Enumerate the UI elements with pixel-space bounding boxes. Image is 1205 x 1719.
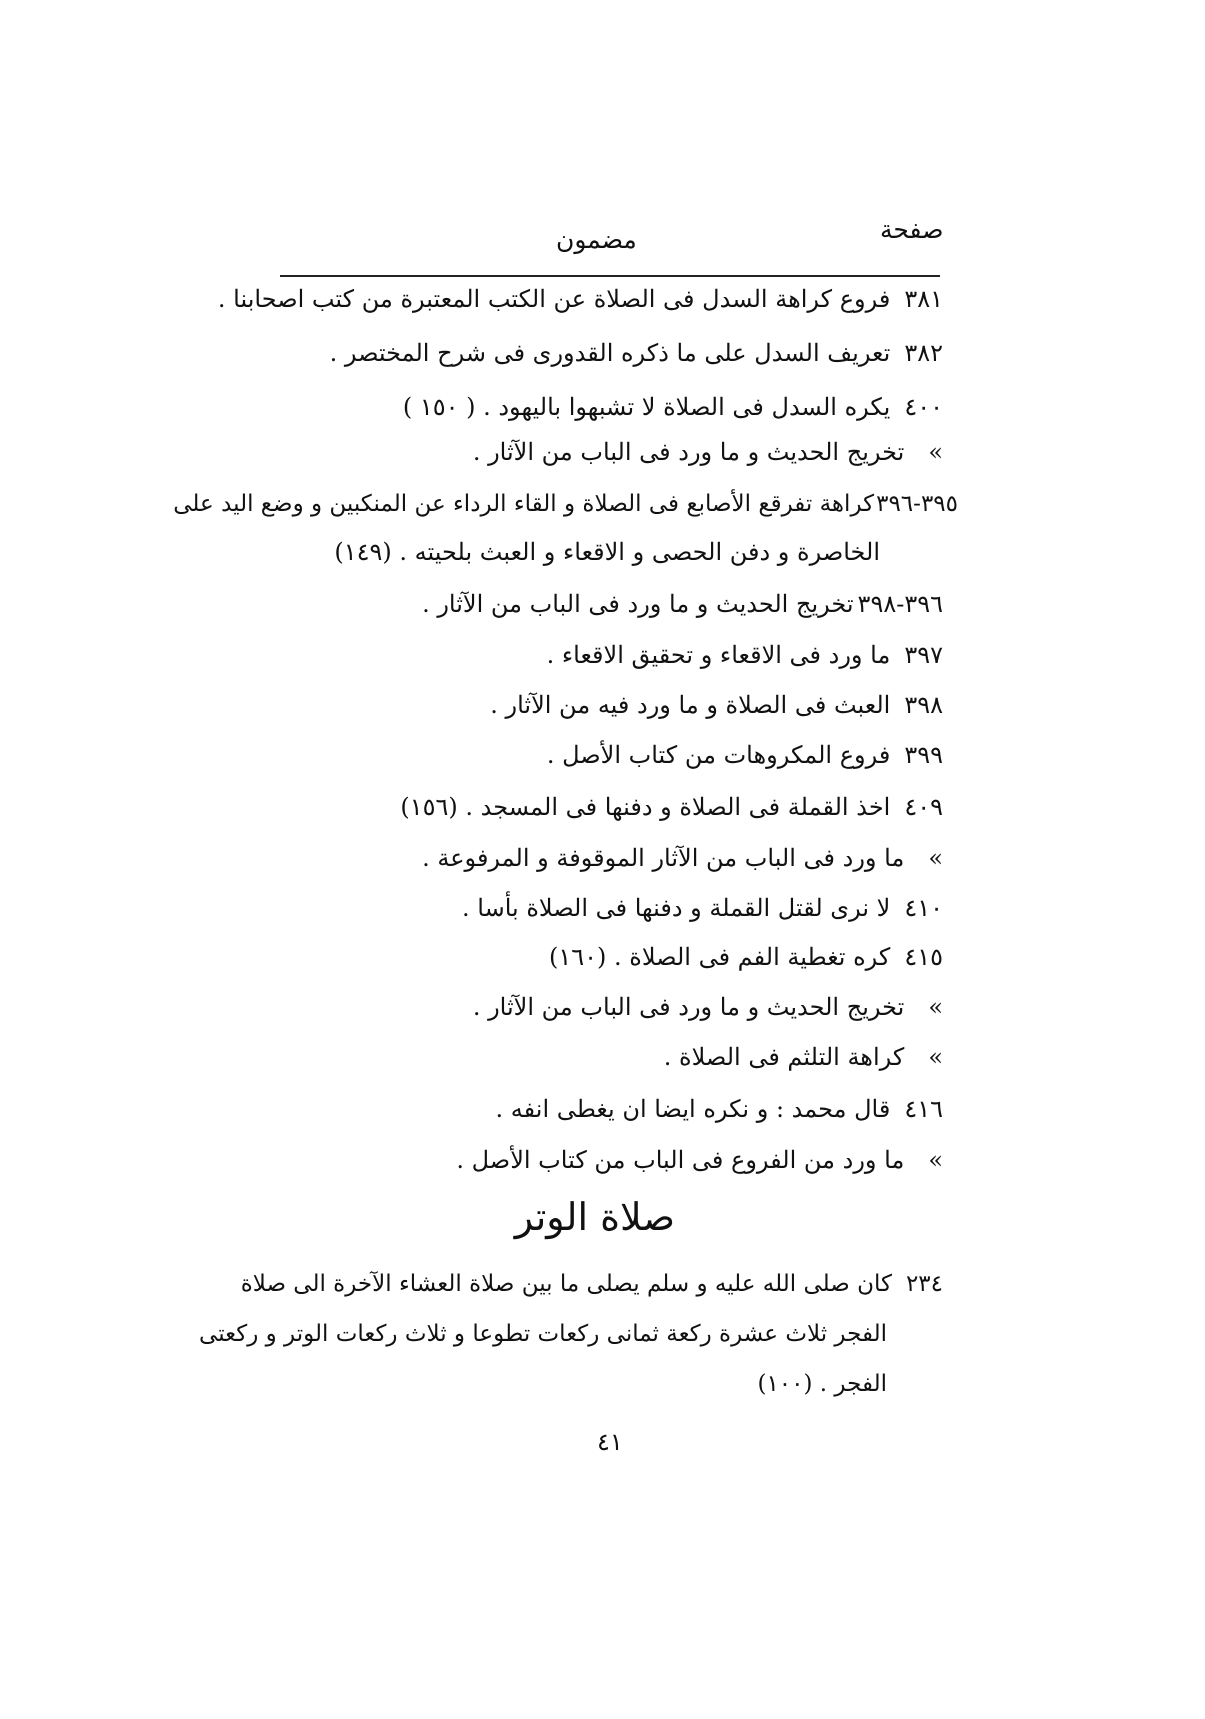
toc-entry	[456, 1148, 943, 1172]
content-column-header: مضمون	[556, 225, 637, 254]
toc-entry	[330, 341, 943, 365]
toc-entry-continuation	[334, 540, 880, 564]
entry-text: قال محمد : و نكره ايضا ان يغطى انفه .	[495, 1095, 891, 1123]
entry-text: ما ورد فى الاقعاء و تحقيق الاقعاء .	[546, 641, 891, 669]
entry-page-number: ٣٩٥-٣٩٦	[876, 491, 958, 517]
page-number: ٤١	[597, 1428, 623, 1456]
entry-page-number: ٢٣٤	[905, 1271, 943, 1297]
entry-text: تخريج الحديث و ما ورد فى الباب من الآثار .	[472, 993, 905, 1021]
toc-entry	[218, 287, 943, 311]
entry-page-number: »	[928, 993, 943, 1021]
entry-page-number: »	[928, 844, 943, 872]
entry-text: لا نرى لقتل القملة و دفنها فى الصلاة بأسا .	[462, 894, 891, 922]
toc-entry	[490, 693, 943, 717]
entry-page-number: ٣٨١	[904, 285, 943, 313]
entry-page-number: ٤٠٩	[904, 793, 943, 821]
entry-page-number: ٤٠٠	[904, 393, 943, 421]
witr-entry-continuation	[199, 1323, 887, 1346]
toc-entry	[549, 945, 943, 969]
toc-entry	[422, 846, 943, 870]
toc-entry	[403, 395, 943, 419]
header-rule	[280, 275, 940, 277]
toc-entry	[473, 440, 943, 464]
entry-text: ما ورد فى الباب من الآثار الموقوفة و المرفوعة .	[422, 844, 905, 872]
entry-text: اخذ القملة فى الصلاة و دفنها فى المسجد . (١٥٦)	[400, 793, 891, 821]
entry-text: كره تغطية الفم فى الصلاة . (١٦٠)	[548, 943, 891, 971]
entry-text: الخاصرة و دفن الحصى و الاقعاء و العبث بلحيته . (١٤٩)	[334, 538, 880, 566]
toc-entry	[547, 743, 943, 767]
entry-page-number: ٤١٥	[904, 943, 943, 971]
witr-entry-continuation	[757, 1373, 887, 1396]
page-column-header: صفحة	[880, 215, 944, 244]
entry-page-number: »	[928, 438, 943, 466]
entry-text: كان صلى الله عليه و سلم يصلى ما بين صلاة العشاء الآخرة الى صلاة	[240, 1271, 892, 1297]
entry-page-number: ٣٩٩	[904, 741, 943, 769]
toc-entry	[496, 1097, 944, 1121]
entry-text: فروع كراهة السدل فى الصلاة عن الكتب المعتبرة من كتب اصحابنا .	[217, 285, 891, 313]
entry-page-number: »	[928, 1146, 943, 1174]
entry-page-number: ٣٩٦-٣٩٨	[857, 590, 943, 618]
toc-entry	[173, 493, 958, 516]
toc-entry	[547, 643, 943, 667]
entry-text: الفجر ثلاث عشرة ركعة ثمانى ركعات تطوعا و ثلاث ركعات الوتر و ركعتى	[199, 1321, 887, 1347]
toc-entry	[400, 795, 943, 819]
entry-text: تعريف السدل على ما ذكره القدورى فى شرح المختصر .	[329, 339, 891, 367]
entry-page-number: »	[928, 1043, 943, 1071]
entry-text: تخريج الحديث و ما ورد فى الباب من الآثار .	[472, 438, 905, 466]
toc-entry	[664, 1045, 943, 1069]
entry-text: ما ورد من الفروع فى الباب من كتاب الأصل .	[456, 1146, 905, 1174]
section-title: صلاة الوتر	[514, 1195, 675, 1239]
toc-entry	[473, 995, 943, 1019]
entry-text: فروع المكروهات من كتاب الأصل .	[546, 741, 891, 769]
entry-text: العبث فى الصلاة و ما ورد فيه من الآثار .	[490, 691, 891, 719]
toc-entry	[422, 592, 943, 616]
entry-page-number: ٤١٦	[904, 1095, 943, 1123]
entry-page-number: ٣٩٨	[904, 691, 943, 719]
entry-page-number: ٤١٠	[904, 894, 943, 922]
entry-text: يكره السدل فى الصلاة لا تشبهوا باليهود . ( ١٥٠ )	[402, 393, 891, 421]
witr-entry	[241, 1273, 943, 1296]
entry-text: كراهة تفرقع الأصابع فى الصلاة و القاء الرداء عن المنكبين و وضع اليد على	[173, 491, 875, 517]
toc-entry	[462, 896, 943, 920]
entry-text: كراهة التلثم فى الصلاة .	[663, 1043, 905, 1071]
entry-text: تخريج الحديث و ما ورد فى الباب من الآثار .	[422, 590, 854, 618]
entry-text: الفجر . (١٠٠)	[757, 1371, 887, 1397]
entry-page-number: ٣٩٧	[904, 641, 943, 669]
entry-page-number: ٣٨٢	[904, 339, 943, 367]
